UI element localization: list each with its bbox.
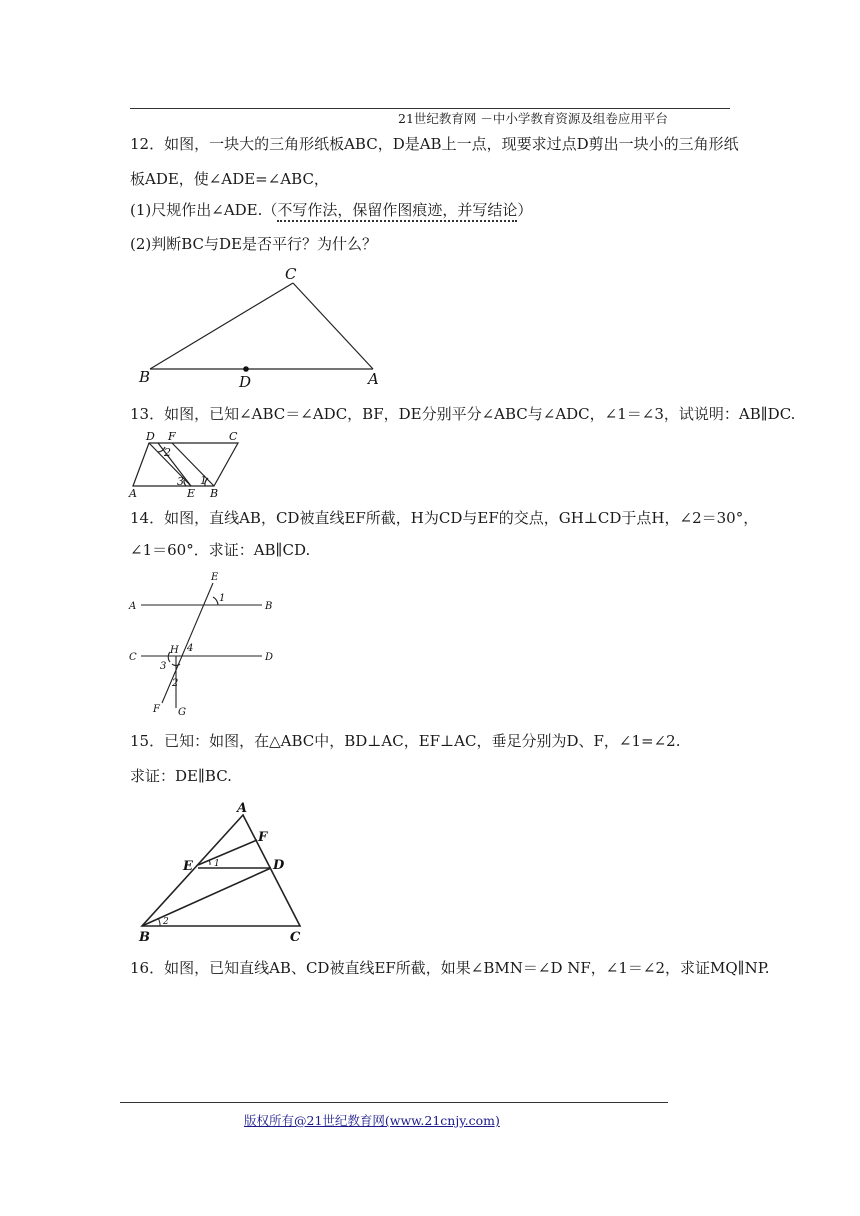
label-angle3-13: 3 — [177, 475, 184, 488]
segment-ef — [198, 840, 257, 865]
q13-text: 13．如图，已知∠ABC＝∠ADC，BF，DE分别平分∠ABC与∠ADC，∠1＝∠3，试说明：AB∥DC. — [130, 405, 796, 423]
label-f-14: F — [153, 704, 160, 715]
label-angle1-13: 1 — [200, 474, 207, 487]
footer-rule — [120, 1102, 668, 1103]
q12-line2: 板ADE，使∠ADE=∠ABC， — [130, 170, 329, 188]
q15-line1: 15．已知：如图，在△ABC中，BD⊥AC，EF⊥AC，垂足分别为D、F，∠1=∠2. — [130, 732, 681, 750]
q14-line2: ∠1＝60°．求证：AB∥CD. — [130, 541, 311, 559]
label-angle2-15: 2 — [163, 917, 169, 927]
header-text: 21世纪教育网 －中小学教育资源及组卷应用平台 — [398, 111, 668, 126]
label-b-14: B — [265, 601, 273, 612]
label-a-14: A — [129, 601, 137, 612]
q12-part1-emphasis: 不写作法，保留作图痕迹，并写结论 — [277, 201, 517, 222]
label-d-15: D — [273, 858, 285, 873]
point-d — [243, 366, 249, 372]
label-e-15: E — [183, 859, 193, 874]
figure-q14 — [141, 583, 262, 708]
label-angle4-14: 4 — [187, 643, 194, 654]
label-e-13: E — [187, 487, 196, 500]
label-angle1-15: 1 — [214, 859, 220, 869]
label-c-13: C — [229, 430, 238, 443]
label-c-15: C — [290, 930, 301, 945]
label-a-15: A — [237, 801, 248, 816]
label-c-14: C — [129, 652, 137, 663]
label-g-14: G — [178, 707, 186, 718]
label-d: D — [239, 373, 252, 391]
label-f-13: F — [168, 430, 176, 443]
label-d-13: D — [146, 430, 155, 443]
q15-line2: 求证：DE∥BC. — [130, 767, 232, 785]
footer-copyright-link[interactable]: 版权所有@21世纪教育网(www.21cnjy.com) — [244, 1113, 500, 1128]
arc-1-14 — [213, 597, 218, 605]
label-h-14: H — [170, 645, 179, 656]
label-b: B — [139, 368, 151, 386]
label-a-13: A — [129, 487, 137, 500]
label-d-14: D — [265, 652, 274, 663]
label-a: A — [368, 370, 379, 388]
label-b-13: B — [210, 487, 219, 500]
label-angle2-13: 2 — [164, 446, 171, 459]
arc-1-15 — [209, 860, 210, 865]
figure-q13 — [133, 443, 238, 486]
q12-part1-prefix: (1)尺规作出∠ADE.（ — [130, 201, 278, 219]
segment-bd — [142, 868, 271, 926]
q16-text: 16．如图，已知直线AB、CD被直线EF所截，如果∠BMN＝∠D NF，∠1＝∠2，求证MQ∥NP. — [130, 959, 770, 977]
label-b-15: B — [139, 930, 150, 945]
q12-part1-suffix: ） — [517, 201, 533, 219]
figure-q12 — [150, 283, 373, 369]
q12-line1: 12．如图，一块大的三角形纸板ABC，D是AB上一点，现要求过点D剪出一块小的三角形纸 — [130, 135, 739, 153]
label-f-15: F — [258, 830, 268, 845]
label-angle2-14: 2 — [172, 678, 179, 689]
label-c: C — [285, 265, 297, 283]
label-angle1-14: 1 — [219, 593, 226, 604]
q12-part2: (2)判断BC与DE是否平行？为什么？ — [130, 235, 378, 253]
segment-ca — [293, 283, 373, 369]
arc-2-15 — [158, 918, 160, 926]
segment-bc — [150, 283, 293, 369]
q14-line1: 14．如图，直线AB，CD被直线EF所截，H为CD与EF的交点，GH⊥CD于点H，∠2＝30°， — [130, 509, 759, 527]
label-angle3-14: 3 — [160, 661, 167, 672]
label-e-14: E — [211, 572, 219, 583]
